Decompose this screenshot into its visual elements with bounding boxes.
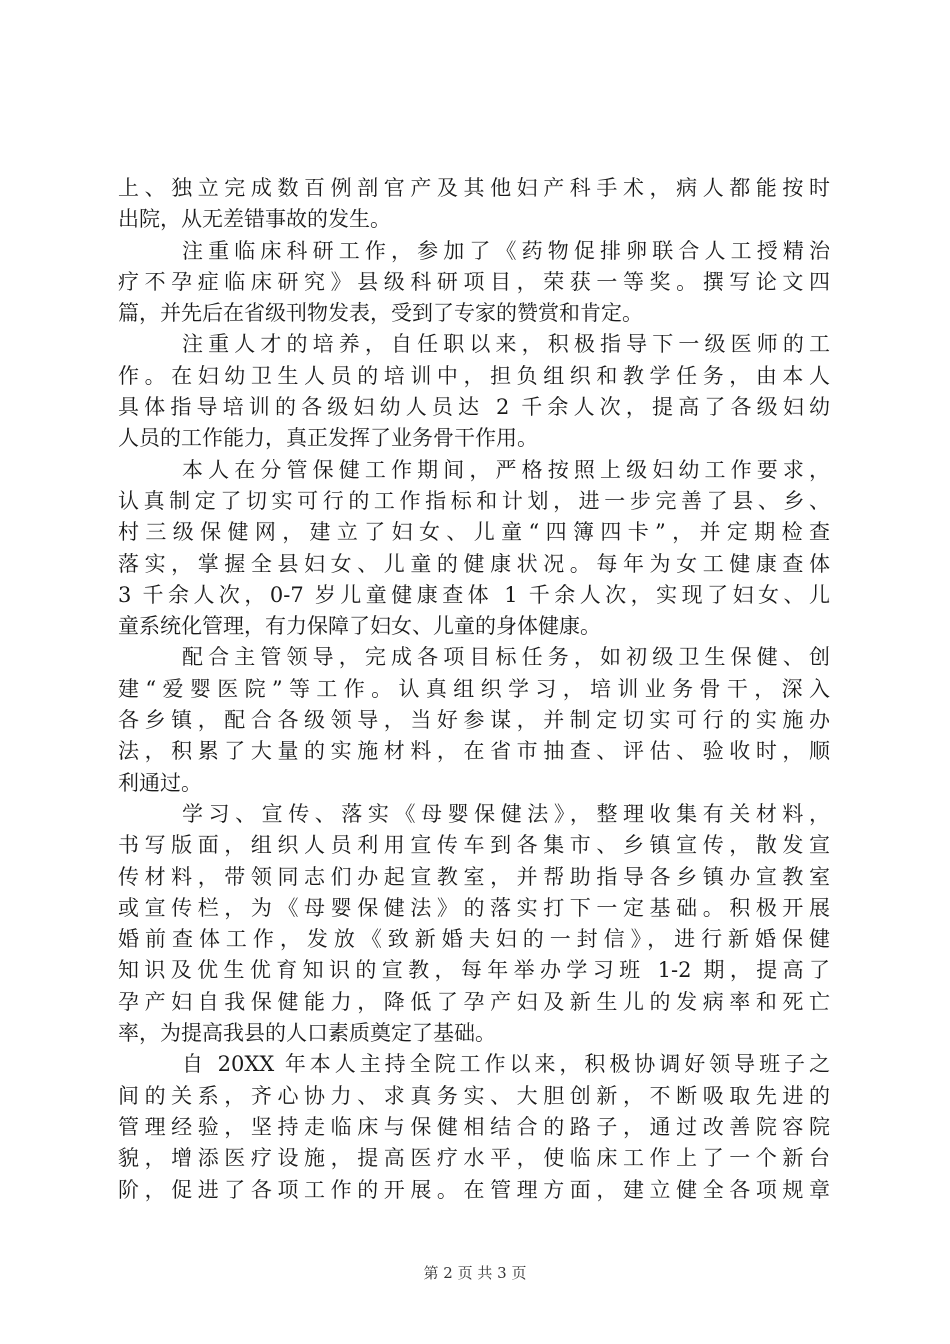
text-line: 各乡镇，配合各级领导，当好参谋，并制定切实可行的实施办 bbox=[118, 708, 830, 733]
text-line: 本人在分管保健工作期间，严格按照上级妇幼工作要求， bbox=[182, 457, 830, 482]
text-line: 孕产妇自我保健能力，降低了孕产妇及新生儿的发病率和死亡 bbox=[118, 989, 830, 1014]
text-line: 村三级保健网，建立了妇女、儿童“四簿四卡”，并定期检查 bbox=[118, 520, 830, 545]
text-line: 具体指导培训的各级妇幼人员达 2 千余人次，提高了各级妇幼 bbox=[118, 395, 830, 420]
text-line: 注重人才的培养，自任职以来，积极指导下一级医师的工 bbox=[182, 332, 830, 357]
text-line: 人员的工作能力，真正发挥了业务骨干作用。 bbox=[118, 426, 538, 451]
text-line: 管理经验，坚持走临床与保健相结合的路子，通过改善院容院 bbox=[118, 1114, 830, 1139]
text-line: 知识及优生优育知识的宣教，每年举办学习班 1-2 期，提高了 bbox=[118, 958, 830, 983]
text-line: 3 千余人次，0-7 岁儿童健康查体 1 千余人次，实现了妇女、儿 bbox=[118, 582, 830, 607]
text-line: 貌，增添医疗设施，提高医疗水平，使临床工作上了一个新台 bbox=[118, 1146, 830, 1171]
text-line: 率，为提高我县的人口素质奠定了基础。 bbox=[118, 1021, 496, 1046]
text-line: 篇，并先后在省级刊物发表，受到了专家的赞赏和肯定。 bbox=[118, 301, 643, 326]
text-line: 注重临床科研工作，参加了《药物促排卵联合人工授精治 bbox=[182, 238, 830, 263]
text-line: 疗不孕症临床研究》县级科研项目，荣获一等奖。撰写论文四 bbox=[118, 269, 830, 294]
text-line: 法，积累了大量的实施材料，在省市抽查、评估、验收时，顺 bbox=[118, 739, 830, 764]
text-line: 学习、宣传、落实《母婴保健法》，整理收集有关材料， bbox=[182, 801, 830, 826]
text-line: 婚前查体工作，发放《致新婚夫妇的一封信》，进行新婚保健 bbox=[118, 927, 830, 952]
text-line: 间的关系，齐心协力、求真务实、大胆创新，不断吸取先进的 bbox=[118, 1083, 830, 1108]
text-line: 自 20XX 年本人主持全院工作以来，积极协调好领导班子之 bbox=[182, 1052, 830, 1077]
text-line: 书写版面，组织人员利用宣传车到各集市、乡镇宣传，散发宣 bbox=[118, 833, 830, 858]
text-line: 作。在妇幼卫生人员的培训中，担负组织和教学任务，由本人 bbox=[118, 363, 830, 388]
text-line: 阶，促进了各项工作的开展。在管理方面，建立健全各项规章 bbox=[118, 1177, 830, 1202]
document-body bbox=[118, 173, 830, 1206]
text-line: 传材料，带领同志们办起宣教室，并帮助指导各乡镇办宣教室 bbox=[118, 864, 830, 889]
text-line: 配合主管领导，完成各项目标任务，如初级卫生保健、创 bbox=[182, 645, 830, 670]
page-footer: 第 2 页 共 3 页 bbox=[423, 1264, 527, 1282]
text-line: 或宣传栏，为《母婴保健法》的落实打下一定基础。积极开展 bbox=[118, 895, 830, 920]
text-line: 落实，掌握全县妇女、儿童的健康状况。每年为女工健康查体 bbox=[118, 551, 830, 576]
text-line: 建“爱婴医院”等工作。认真组织学习，培训业务骨干，深入 bbox=[118, 676, 830, 701]
text-line: 认真制定了切实可行的工作指标和计划，进一步完善了县、乡、 bbox=[118, 488, 830, 513]
text-line: 利通过。 bbox=[118, 770, 202, 795]
text-line: 童系统化管理，有力保障了妇女、儿童的身体健康。 bbox=[118, 614, 601, 639]
text-line: 出院，从无差错事故的发生。 bbox=[118, 207, 391, 232]
text-line: 上、独立完成数百例剖官产及其他妇产科手术，病人都能按时 bbox=[118, 176, 830, 200]
